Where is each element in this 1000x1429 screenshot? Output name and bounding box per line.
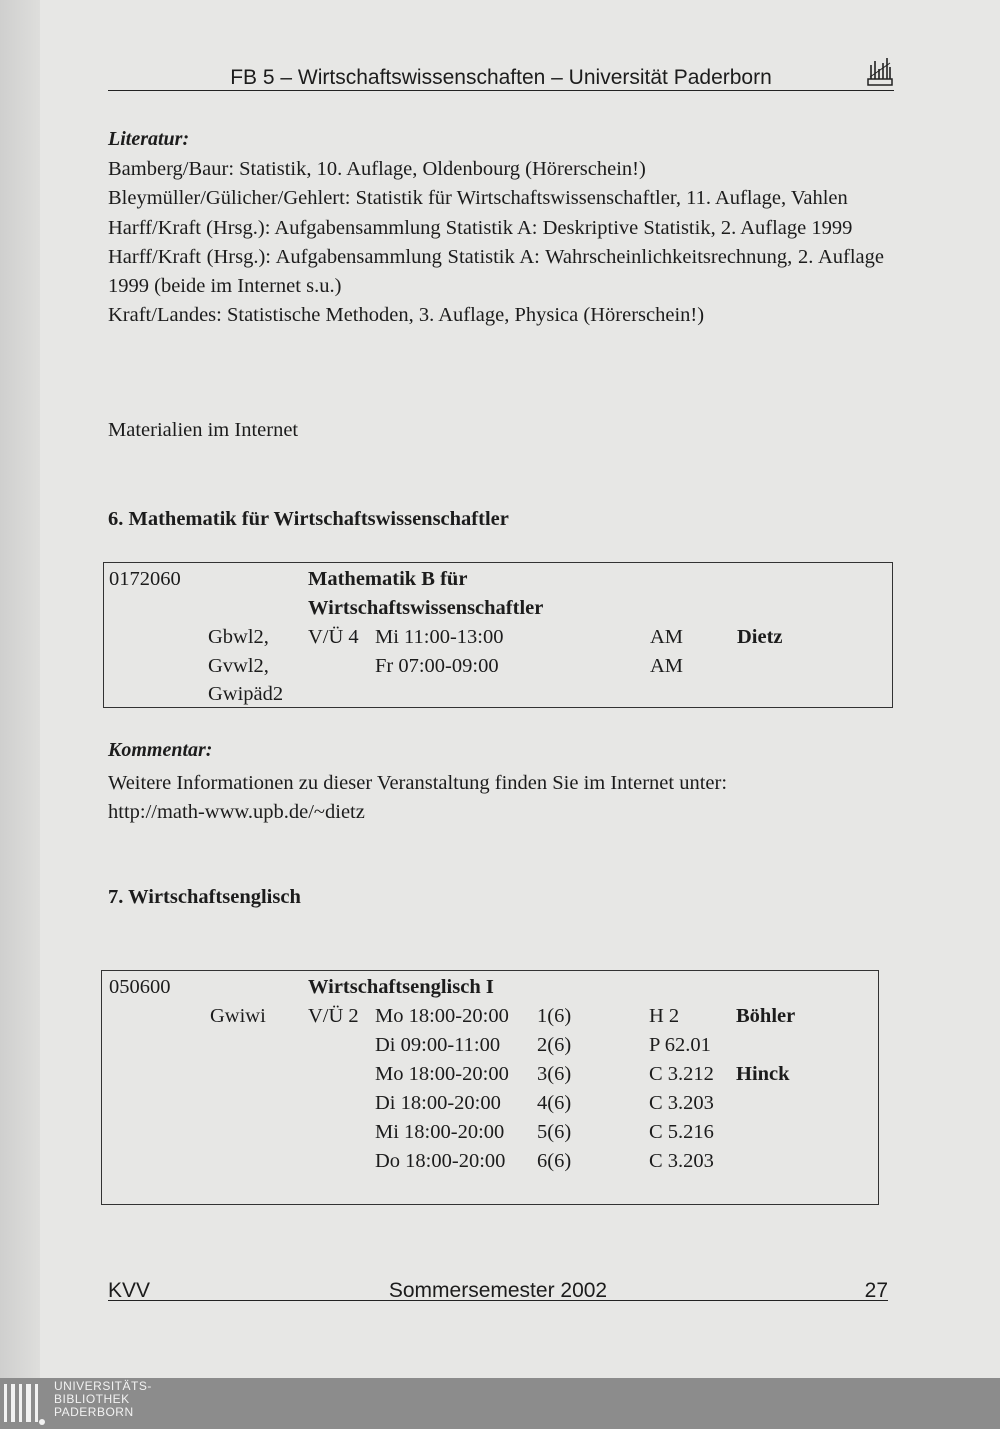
page-footer — [108, 1278, 888, 1301]
literature-entry: Bamberg/Baur: Statistik, 10. Auflage, Oldenbourg (Hörerschein!) — [108, 158, 646, 180]
schedule-lecturer: Böhler — [736, 1005, 796, 1027]
comment-link[interactable]: http://math-www.upb.de/~dietz — [108, 801, 365, 823]
schedule-time: Mo 18:00-20:00 — [375, 1063, 509, 1085]
course-lecturer: Dietz — [737, 626, 783, 648]
library-barcode-icon — [4, 1382, 50, 1426]
schedule-room: C 3.203 — [649, 1150, 714, 1172]
schedule-room: C 3.203 — [649, 1092, 714, 1114]
course-group: Gvwl2, — [208, 655, 269, 677]
literature-entry: Kraft/Landes: Statistische Methoden, 3. Auflage, Physica (Hörerschein!) — [108, 304, 705, 327]
course-title: Mathematik B für — [308, 568, 468, 590]
course-group: Gwiwi — [210, 1005, 266, 1027]
literature-heading: Literatur: — [108, 128, 190, 150]
course-box-mathematik — [103, 562, 893, 708]
schedule-lecturer: Hinck — [736, 1063, 790, 1085]
schedule-group: 1(6) — [537, 1005, 572, 1027]
course-number: 050600 — [109, 976, 171, 998]
schedule-group: 3(6) — [537, 1063, 572, 1085]
schedule-room: C 3.212 — [649, 1063, 714, 1085]
library-label-line: BIBLIOTHEK — [54, 1392, 130, 1406]
schedule-group: 5(6) — [537, 1121, 572, 1143]
schedule-time: Di 18:00-20:00 — [375, 1092, 501, 1114]
schedule-room: C 5.216 — [649, 1121, 714, 1143]
schedule-room: H 2 — [649, 1005, 680, 1027]
comment-text: Weitere Informationen zu dieser Veranstaltung finden Sie im Internet unter: — [108, 772, 728, 794]
course-room: AM — [650, 655, 684, 677]
course-time: Fr 07:00-09:00 — [375, 655, 499, 677]
comment-heading: Kommentar: — [108, 739, 213, 761]
schedule-time: Do 18:00-20:00 — [375, 1150, 506, 1172]
book-spine-shadow — [0, 0, 40, 1378]
schedule-time: Di 09:00-11:00 — [375, 1034, 501, 1056]
schedule-time: Mo 18:00-20:00 — [375, 1005, 509, 1027]
literature-entry: Bleymüller/Gülicher/Gehlert: Statistik für Wirtschaftswissenschaftler, 11. Auflage, Vahlen — [108, 187, 848, 210]
course-type: V/Ü 2 — [308, 1005, 359, 1027]
course-type: V/Ü 4 — [308, 626, 359, 648]
page-number: 27 — [864, 1279, 888, 1302]
course-title: Wirtschaftswissenschaftler — [308, 597, 544, 619]
course-number: 0172060 — [109, 568, 181, 590]
schedule-group: 6(6) — [537, 1150, 572, 1172]
course-time: Mi 11:00-13:00 — [375, 626, 504, 648]
course-group: Gwipäd2 — [208, 683, 284, 705]
schedule-group: 2(6) — [537, 1034, 572, 1056]
literature-entry: Harff/Kraft (Hrsg.): Aufgabensammlung Statistik A: Deskriptive Statistik, 2. Auflage 1999 — [108, 216, 853, 239]
schedule-group: 4(6) — [537, 1092, 572, 1114]
university-logo-icon — [866, 55, 894, 87]
library-label-line: PADERBORN — [54, 1405, 134, 1419]
schedule-time: Mi 18:00-20:00 — [375, 1121, 505, 1143]
schedule-room: P 62.01 — [649, 1034, 711, 1056]
footer-left: KVV — [108, 1279, 151, 1302]
page-header: FB 5 – Wirtschaftswissenschaften – Universität Paderborn — [108, 64, 894, 91]
literature-list — [108, 155, 884, 331]
section-7-heading: 7. Wirtschaftsenglisch — [108, 886, 301, 908]
library-label-line: UNIVERSITÄTS- — [54, 1379, 152, 1393]
section-6-heading: 6. Mathematik für Wirtschaftswissenschaftler — [108, 508, 509, 530]
course-room: AM — [650, 626, 684, 648]
footer-center: Sommersemester 2002 — [388, 1279, 608, 1302]
materials-note: Materialien im Internet — [108, 419, 299, 441]
course-group: Gbwl2, — [208, 626, 269, 648]
literature-entry: Harff/Kraft (Hrsg.): Aufgabensammlung Statistik A: Wahrscheinlichkeitsrechnung, 2. Auflage 1999 (beide im Internet s.u.) — [108, 245, 884, 298]
course-title: Wirtschaftsenglisch I — [308, 976, 494, 998]
library-label — [54, 1380, 152, 1419]
course-box-wirtschaftsenglisch — [101, 970, 879, 1205]
